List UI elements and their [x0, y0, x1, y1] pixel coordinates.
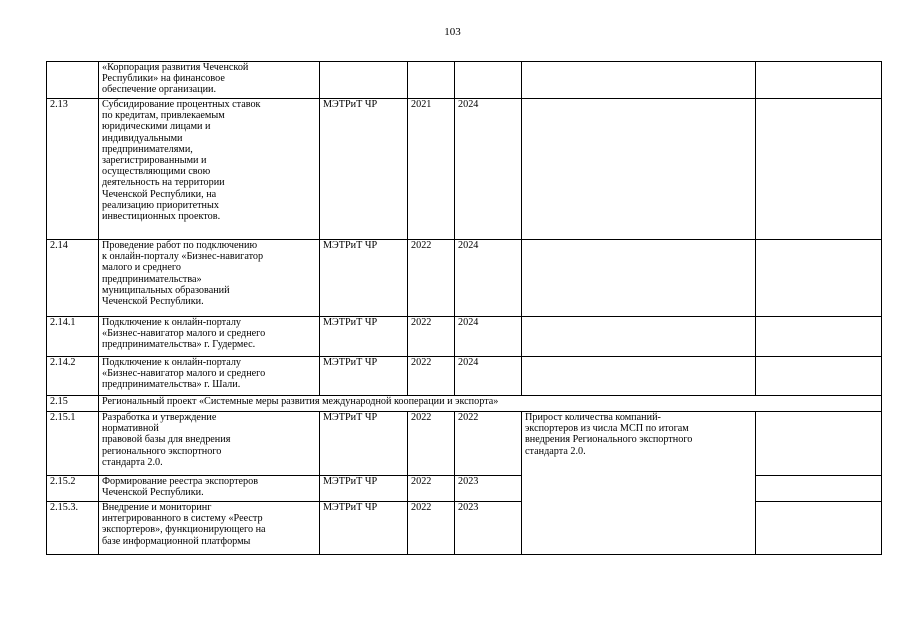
indicator-cell	[522, 62, 756, 99]
measure-name: Подключение к онлайн-порталу «Бизнес-навигатор малого и среднего предпринимательства» г. Гудермес.	[99, 317, 320, 357]
measure-name: Проведение работ по подключению к онлайн-порталу «Бизнес-навигатор малого и среднего предпринимательства» муниципальных образований Чеченской Республики.	[99, 240, 320, 317]
notes-cell	[756, 412, 882, 476]
end-year: 2024	[455, 99, 522, 240]
start-year: 2022	[408, 502, 455, 555]
measure-name: Подключение к онлайн-порталу «Бизнес-навигатор малого и среднего предпринимательства» г. Шали.	[99, 357, 320, 396]
measures-table	[46, 61, 882, 555]
end-year: 2022	[455, 412, 522, 476]
notes-cell	[756, 99, 882, 240]
measure-name: Внедрение и мониторинг интегрированного в систему «Реестр экспортеров», функционирующего на базе информационной платформы	[99, 502, 320, 555]
table-row	[47, 99, 882, 240]
measure-name: «Корпорация развития Чеченской Республики» на финансовое обеспечение организации.	[99, 62, 320, 99]
indicator-cell	[522, 99, 756, 240]
end-year: 2023	[455, 476, 522, 502]
start-year: 2022	[408, 240, 455, 317]
indicator-cell	[522, 240, 756, 317]
start-year: 2022	[408, 357, 455, 396]
section-title: Региональный проект «Системные меры развития международной кооперации и экспорта»	[99, 396, 882, 412]
notes-cell	[756, 240, 882, 317]
table-row	[47, 62, 882, 99]
row-number: 2.15.1	[47, 412, 99, 476]
start-year: 2022	[408, 476, 455, 502]
row-number: 2.15.2	[47, 476, 99, 502]
executor: МЭТРиТ ЧР	[320, 502, 408, 555]
table-row	[47, 240, 882, 317]
page-number: 103	[444, 26, 461, 38]
end-year: 2024	[455, 317, 522, 357]
executor: МЭТРиТ ЧР	[320, 357, 408, 396]
end-year: 2024	[455, 240, 522, 317]
end-year	[455, 62, 522, 99]
notes-cell	[756, 357, 882, 396]
executor	[320, 62, 408, 99]
executor: МЭТРиТ ЧР	[320, 476, 408, 502]
notes-cell	[756, 476, 882, 502]
table-row	[47, 317, 882, 357]
end-year: 2024	[455, 357, 522, 396]
executor: МЭТРиТ ЧР	[320, 240, 408, 317]
measure-name: Формирование реестра экспортеров Чеченской Республики.	[99, 476, 320, 502]
row-number	[47, 62, 99, 99]
table-row	[47, 412, 882, 476]
notes-cell	[756, 62, 882, 99]
section-row	[47, 396, 882, 412]
table-row	[47, 357, 882, 396]
table-row	[47, 502, 882, 555]
start-year: 2021	[408, 99, 455, 240]
row-number: 2.14	[47, 240, 99, 317]
end-year: 2023	[455, 502, 522, 555]
row-number: 2.14.1	[47, 317, 99, 357]
indicator-cell	[522, 357, 756, 396]
row-number: 2.15.3.	[47, 502, 99, 555]
indicator-cell: Прирост количества компаний- экспортеров из числа МСП по итогам внедрения Регионального экспортного стандарта 2.0.	[522, 412, 756, 555]
row-number: 2.14.2	[47, 357, 99, 396]
start-year	[408, 62, 455, 99]
measure-name: Разработка и утверждение нормативной правовой базы для внедрения регионального экспортного стандарта 2.0.	[99, 412, 320, 476]
indicator-cell	[522, 317, 756, 357]
row-number: 2.13	[47, 99, 99, 240]
notes-cell	[756, 317, 882, 357]
measure-name: Субсидирование процентных ставок по кредитам, привлекаемым юридическими лицами и индивидуальными предпринимателями, зарегистрированными и осуществляющими свою деятельность на территории Чеченской Республики, на реализацию приоритетных инвестиционных проектов.	[99, 99, 320, 240]
section-number: 2.15	[47, 396, 99, 412]
executor: МЭТРиТ ЧР	[320, 99, 408, 240]
executor: МЭТРиТ ЧР	[320, 412, 408, 476]
table-row	[47, 476, 882, 502]
notes-cell	[756, 502, 882, 555]
executor: МЭТРиТ ЧР	[320, 317, 408, 357]
start-year: 2022	[408, 317, 455, 357]
start-year: 2022	[408, 412, 455, 476]
